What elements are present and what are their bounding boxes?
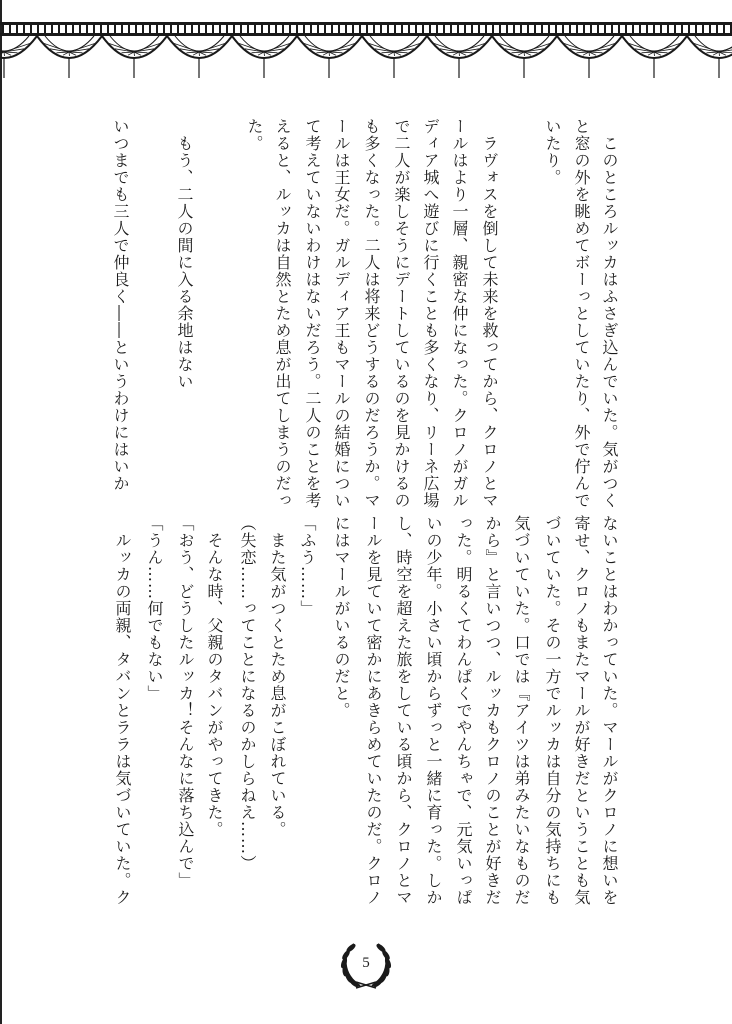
text-column: ールを見ていて密かにあきらめていたのだ。クロノ [364, 515, 383, 906]
text-column: ールはより一層、親密な仲になった。クロノがガル [450, 118, 469, 509]
text-column: （失恋……ってことになるのかしらねえ……） [238, 515, 257, 872]
text-column: いつまでも三人で仲良く――というわけにはいか [111, 118, 130, 492]
text-column: 寄せ、クロノもまたマールが好きだということも気 [572, 515, 591, 906]
text-column: そんな時、父親のタバンがやってきた。 [205, 532, 224, 838]
text-column: ないことはわかっていた。マールがクロノに想いを [600, 515, 619, 906]
text-column: ラヴォスを倒して未来を救ってから、クロノとマ [480, 135, 499, 509]
text-column: また気がつくとため息がこぼれている。 [268, 532, 287, 838]
text-column: し、時空を超えた旅をしている頃から、クロノとマ [394, 515, 413, 906]
text-column: 「うん……何でもない」 [145, 515, 164, 702]
text-column: いの少年。小さい頃からずっと一緒に育った。しか [424, 515, 443, 906]
page-number: 5 [362, 955, 370, 971]
text-column: このところルッカはふさぎ込んでいた。気がつく [600, 135, 619, 509]
text-column: った。明るくてわんぱくでやんちゃで、元気いっぱ [454, 515, 473, 906]
text-column: 「おう、どうしたルッカ！そんなに落ち込んで」 [176, 515, 195, 889]
text-column: 「ふう……」 [298, 515, 317, 617]
text-column: で二人が楽しそうにデートしているのを見かけるの [392, 118, 411, 509]
text-column: えると、ルッカは自然とため息が出てしまうのだっ [273, 118, 292, 509]
page-number-ornament [336, 938, 396, 994]
text-column: と窓の外を眺めてボーっとしていたり、外で佇んで [572, 118, 591, 509]
text-column: いたり。 [543, 118, 562, 186]
page-left-edge [0, 0, 2, 1024]
text-column: づいていた。その一方でルッカは自分の気持ちにも [543, 515, 562, 906]
text-column: ルッカの両親、タバンとララは気づいていた。ク [113, 532, 132, 906]
text-column: た。 [245, 118, 264, 152]
text-column: 気づいていた。口では『アイツは弟みたいなものだ [512, 515, 531, 906]
text-column: もう、二人の間に入る余地はない [175, 135, 194, 390]
text-column: にはマールがいるのだと。 [332, 515, 351, 719]
text-column: ールは王女だ。ガルディア王もマールの結婚につい [332, 118, 351, 509]
text-column: も多くなった。二人は将来どうするのだろうか。マ [362, 118, 381, 509]
text-column: ディア城へ遊びに行くことも多くなり、リーネ広場 [421, 118, 440, 509]
text-column: から』と言いつつ、ルッカもクロノのことが好きだ [483, 515, 502, 906]
text-column: て考えていないわけはないだろう。二人のことを考 [303, 118, 322, 509]
lace-border-ornament [0, 18, 732, 82]
